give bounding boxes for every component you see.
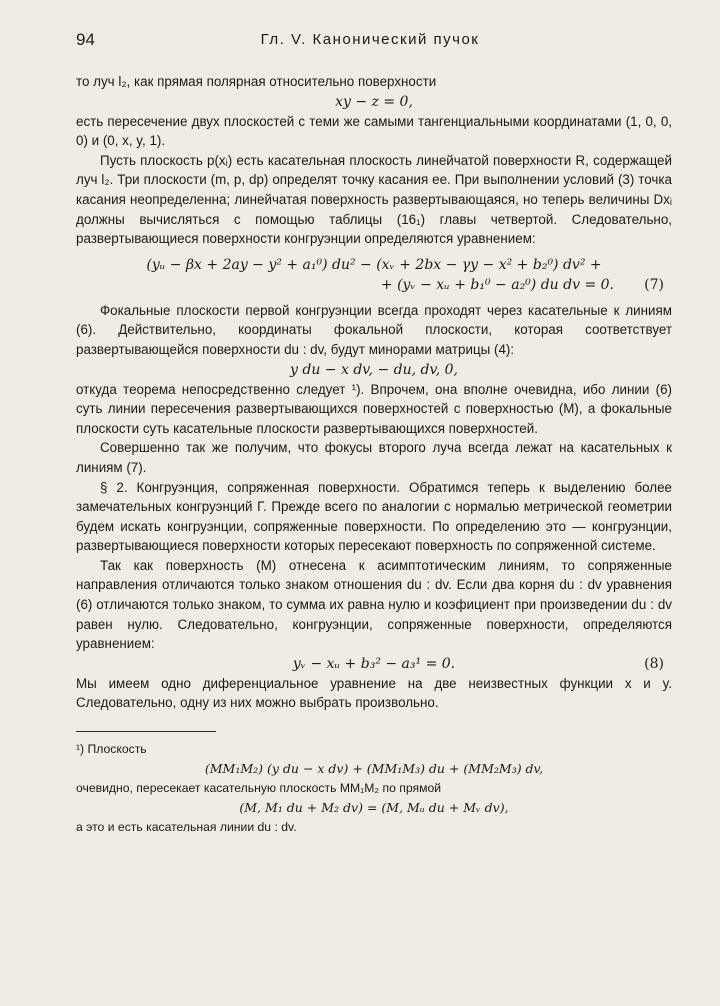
paragraph: Так как поверхность (M) отнесена к асимптотическим линиям, то сопряженные направления отличаются только знаком отношения du : dv. Если два корня du : dv уравнения (6) отличаются только знаком, то сумма их равна нулю и коэфициент при произведении du : dv равен нулю. Следовательно, конгруэнции, сопряженные поверхности, определяются уравнением: (76, 557, 672, 652)
equation-7-line-1: (yᵤ − βx + 2ay − y² + a₁⁰) du² − (xᵥ + 2bx − γy − x² + b₂⁰) dv² + (146, 256, 602, 273)
footnote-line: очевидно, пересекает касательную плоскость MM₁M₂ по прямой (76, 781, 442, 796)
footnote-equation: (M, M₁ du + M₂ dv) = (M, Mᵤ du + Mᵥ dv), (239, 800, 509, 816)
paragraph: Пусть плоскость p(xᵢ) есть касательная плоскость линейчатой поверхности R, содержащей луч l₂. Три плоскости (m, p, dp) определят точку касания ее. При выполнении условий (3) точка касания неопределенна; линейчатая поверхность развертывающаяся, но теперь величины Dxᵢ должны вычисляться с помощью таблицы (16₁) главы четвертой. Следовательно, развертывающиеся поверхности конгруэнции определяются уравнением: (76, 152, 672, 247)
equation-number-7: (7) (644, 276, 664, 293)
footnote-line: а это и есть касательная линии du : dv. (76, 820, 297, 835)
running-head: Гл. V. Канонический пучок (260, 31, 480, 48)
footnote-divider (76, 731, 216, 732)
page-number: 94 (76, 30, 95, 49)
footnote-line: ¹) Плоскость (76, 742, 147, 757)
equation: y du − x dv, − du, dv, 0, (290, 361, 458, 378)
equation: xy − z = 0, (335, 93, 413, 110)
equation-8 (76, 654, 672, 674)
equation-7-body: + (yᵥ − xᵤ + b₁⁰ − a₂⁰) du dv = 0. (380, 276, 614, 293)
paragraph: то луч l₂, как прямая полярная относительно поверхности (76, 74, 437, 89)
equation-8-body: yᵥ − xᵤ + b₃² − a₃¹ = 0. (292, 655, 456, 672)
equation-7-line-2 (76, 275, 672, 295)
paragraph: Совершенно так же получим, что фокусы второго луча всегда лежат на касательных к линиям (7). (76, 440, 672, 475)
paragraph: откуда теорема непосредственно следует ¹). Впрочем, она вполне очевидна, ибо линии (6) суть линии пересечения развертывающихся поверхностей с поверхностью (M), а фокальные плоскости суть касательные плоскости развертывающихся поверхностей. (76, 381, 672, 436)
paragraph: есть пересечение двух плоскостей с теми же самыми тангенциальными координатами (1, 0, 0, 0) и (0, x, y, 1). (76, 113, 672, 149)
equation-number-8: (8) (644, 655, 664, 672)
footnote-equation: (MM₁M₂) (y du − x dv) + (MM₁M₃) du + (MM₂M₃) dv, (204, 761, 544, 777)
page-header (70, 30, 670, 54)
paragraph: Фокальные плоскости первой конгруэнции всегда проходят через касательные к линиям (6). Действительно, координаты фокальной плоскости, которая соответствует развертывающейся поверхности du : dv, будут минорами матрицы (4): (76, 302, 672, 357)
page-body (76, 72, 672, 837)
paragraph: Мы имеем одно диференциальное уравнение на две неизвестных функции x и y. Следовательно, одну из них можно выбрать произвольно. (76, 675, 672, 711)
section-paragraph: § 2. Конгруэнция, сопряженная поверхности. Обратимся теперь к выделению более замечательных конгруэнций Γ. Прежде всего по аналогии с нормалью метрической геометрии будем искать конгруэнции, сопряженные поверхности. По определению это — конгруэнции, развертывающиеся поверхности которых пересекают поверхность по сопряженной системе. (76, 479, 672, 554)
